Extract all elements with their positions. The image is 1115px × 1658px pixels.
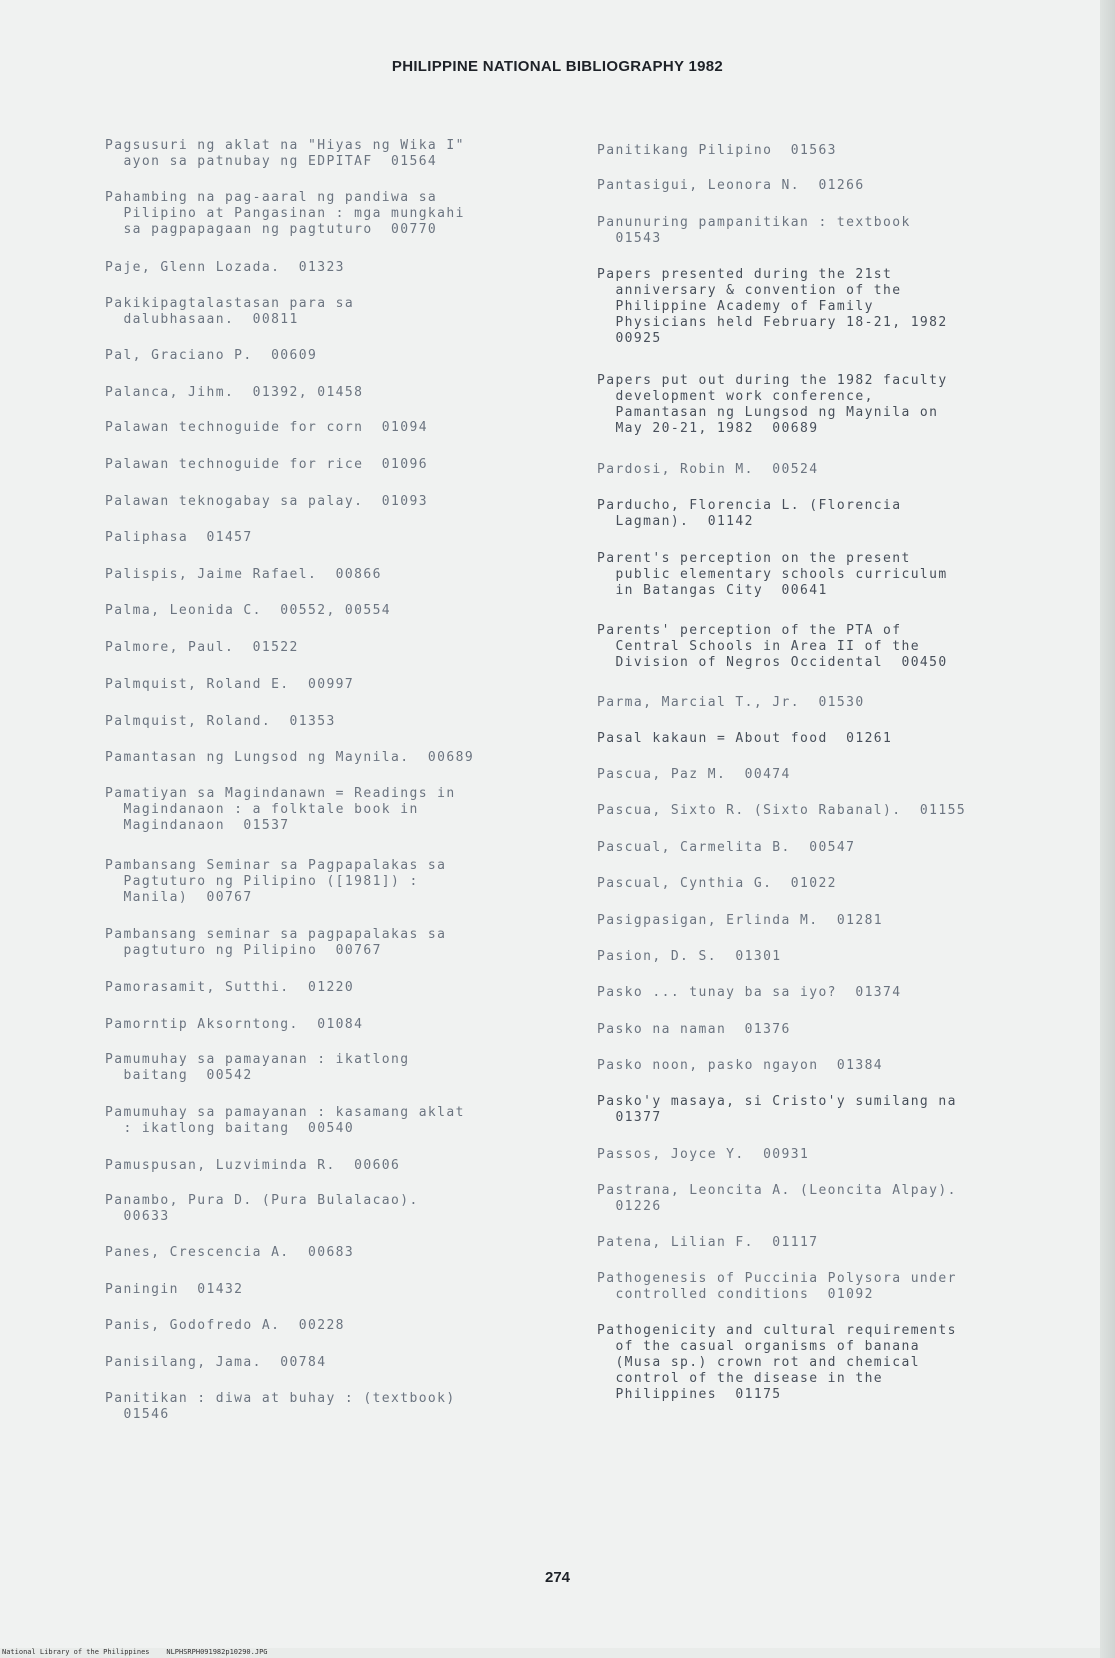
list-item: Pascua, Sixto R. (Sixto Rabanal). 01155 <box>597 803 967 818</box>
list-item: Pascual, Carmelita B. 00547 <box>597 840 856 855</box>
list-item: Pamuspusan, Luzviminda R. 00606 <box>105 1158 401 1173</box>
list-item: Pantasigui, Leonora N. 01266 <box>597 178 865 193</box>
list-item: Paningin 01432 <box>105 1282 244 1297</box>
list-item: Pamantasan ng Lungsod ng Maynila. 00689 <box>105 750 475 765</box>
list-item: Pasko'y masaya, si Cristo'y sumilang na 01377 <box>597 1094 957 1125</box>
list-item: Palawan technoguide for rice 01096 <box>105 457 428 472</box>
list-item: Pagsusuri ng aklat na "Hiyas ng Wika I" ayon sa patnubay ng EDPITAF 01564 <box>105 138 465 169</box>
list-item: Panunuring pampanitikan : textbook 01543 <box>597 215 911 246</box>
list-item: Pascual, Cynthia G. 01022 <box>597 876 837 891</box>
list-item: Panes, Crescencia A. 00683 <box>105 1245 355 1260</box>
list-item: Panis, Godofredo A. 00228 <box>105 1318 345 1333</box>
list-item: Pamumuhay sa pamayanan : ikatlong baitang 00542 <box>105 1052 410 1083</box>
list-item: Pahambing na pag-aaral ng pandiwa sa Pilipino at Pangasinan : mga mungkahi sa pagpapagaan ng pagtuturo 00770 <box>105 190 465 237</box>
list-item: Palispis, Jaime Rafael. 00866 <box>105 567 382 582</box>
list-item: Pascua, Paz M. 00474 <box>597 767 791 782</box>
list-item: Panitikan : diwa at buhay : (textbook) 01546 <box>105 1391 456 1422</box>
list-item: Panitikang Pilipino 01563 <box>597 143 837 158</box>
list-item: Patena, Lilian F. 01117 <box>597 1235 819 1250</box>
list-item: Pathogenesis of Puccinia Polysora under controlled conditions 01092 <box>597 1271 957 1302</box>
scan-footer: National Library of the Philippines NLPHSRPH091982p10290.JPG <box>2 1648 268 1656</box>
list-item: Parducho, Florencia L. (Florencia Lagman). 01142 <box>597 498 902 529</box>
list-item: Pamatiyan sa Magindanawn = Readings in Magindanaon : a folktale book in Magindanaon 01537 <box>105 786 456 833</box>
list-item: Palmquist, Roland E. 00997 <box>105 677 355 692</box>
list-item: Paje, Glenn Lozada. 01323 <box>105 260 345 275</box>
list-item: Pasko noon, pasko ngayon 01384 <box>597 1058 884 1073</box>
list-item: Pasko ... tunay ba sa iyo? 01374 <box>597 985 902 1000</box>
list-item: Pal, Graciano P. 00609 <box>105 348 318 363</box>
list-item: Passos, Joyce Y. 00931 <box>597 1147 810 1162</box>
list-item: Pathogenicity and cultural requirements of the casual organisms of banana (Musa sp.) crown rot and chemical control of the disease in the Philippines 01175 <box>597 1323 957 1402</box>
list-item: Parma, Marcial T., Jr. 01530 <box>597 695 865 710</box>
list-item: Pambansang Seminar sa Pagpapalakas sa Pagtuturo ng Pilipino ([1981]) : Manila) 00767 <box>105 858 447 905</box>
list-item: Parents' perception of the PTA of Central Schools in Area II of the Division of Negros Occidental 00450 <box>597 623 948 670</box>
list-item: Palanca, Jihm. 01392, 01458 <box>105 385 364 400</box>
list-item: Papers put out during the 1982 faculty development work conference, Pamantasan ng Lungsod ng Maynila on May 20-21, 1982 00689 <box>597 373 948 436</box>
list-item: Papers presented during the 21st anniversary & convention of the Philippine Academy of Family Physicians held February 18-21, 1982 00925 <box>597 267 948 346</box>
list-item: Pasal kakaun = About food 01261 <box>597 731 893 746</box>
list-item: Palmore, Paul. 01522 <box>105 640 299 655</box>
list-item: Paliphasa 01457 <box>105 530 253 545</box>
page-number: 274 <box>544 1569 571 1586</box>
list-item: Panisilang, Jama. 00784 <box>105 1355 327 1370</box>
list-item: Pasko na naman 01376 <box>597 1022 791 1037</box>
list-item: Parent's perception on the present public elementary schools curriculum in Batangas City 00641 <box>597 551 948 598</box>
list-item: Panambo, Pura D. (Pura Bulalacao). 00633 <box>105 1193 419 1224</box>
list-item: Pasigpasigan, Erlinda M. 01281 <box>597 913 884 928</box>
page-edge <box>1100 0 1115 1658</box>
list-item: Palawan teknogabay sa palay. 01093 <box>105 494 428 509</box>
list-item: Pamorasamit, Sutthi. 01220 <box>105 980 355 995</box>
list-item: Palmquist, Roland. 01353 <box>105 714 336 729</box>
list-item: Palawan technoguide for corn 01094 <box>105 420 428 435</box>
list-item: Pamorntip Aksorntong. 01084 <box>105 1017 364 1032</box>
list-item: Pakikipagtalastasan para sa dalubhasaan. 00811 <box>105 296 355 327</box>
list-item: Pastrana, Leoncita A. (Leoncita Alpay). 01226 <box>597 1183 957 1214</box>
list-item: Pasion, D. S. 01301 <box>597 949 782 964</box>
list-item: Pamumuhay sa pamayanan : kasamang aklat : ikatlong baitang 00540 <box>105 1105 465 1136</box>
list-item: Palma, Leonida C. 00552, 00554 <box>105 603 392 618</box>
page-title: PHILIPPINE NATIONAL BIBLIOGRAPHY 1982 <box>391 58 724 75</box>
list-item: Pambansang seminar sa pagpapalakas sa pagtuturo ng Pilipino 00767 <box>105 927 447 958</box>
list-item: Pardosi, Robin M. 00524 <box>597 462 819 477</box>
